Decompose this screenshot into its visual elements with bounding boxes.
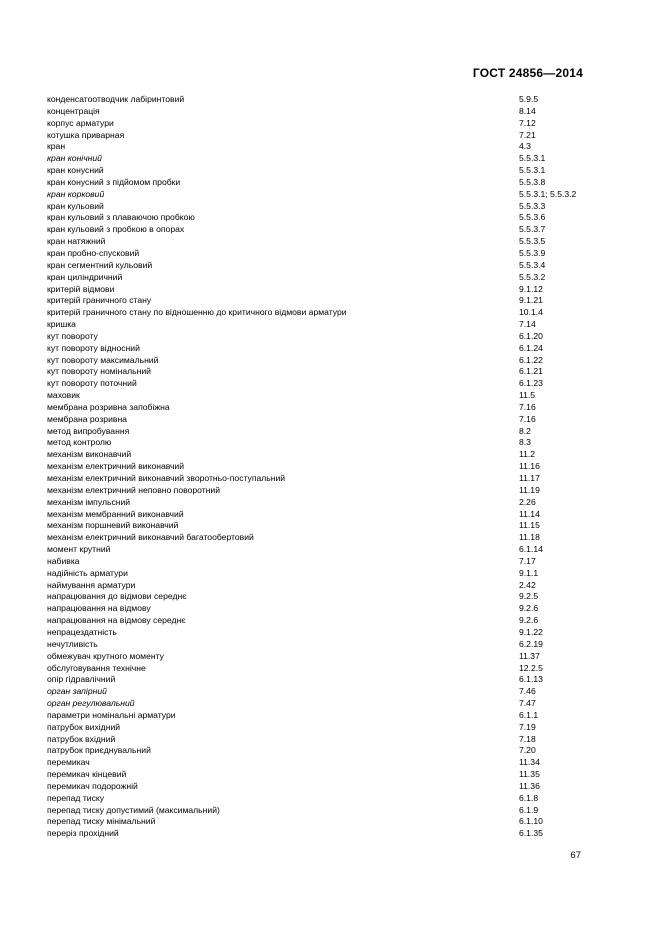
index-term: кут повороту номінальний bbox=[47, 366, 151, 377]
index-entry bbox=[47, 722, 607, 734]
index-reference: 9.2.6 bbox=[519, 615, 539, 626]
index-entry bbox=[47, 236, 607, 248]
index-entry bbox=[47, 544, 607, 556]
index-term: кран корковий bbox=[47, 188, 105, 199]
index-entry bbox=[47, 816, 607, 828]
index-entry bbox=[47, 485, 607, 497]
index-reference: 6.1.10 bbox=[519, 816, 543, 827]
index-reference: 11.37 bbox=[519, 650, 540, 661]
index-entry bbox=[47, 437, 607, 449]
index-reference: 11.2 bbox=[519, 449, 536, 460]
index-term: напрацювання на відмову bbox=[47, 603, 151, 614]
index-term: механізм електричний виконавчий багатообертовий bbox=[47, 532, 254, 543]
index-term: мембрана розривна bbox=[47, 413, 127, 424]
standard-header: ГОСТ 24856—2014 bbox=[472, 66, 583, 80]
index-entry bbox=[47, 390, 607, 402]
index-entry bbox=[47, 745, 607, 757]
index-term: критерій граничного стану bbox=[47, 295, 152, 306]
index-entry bbox=[47, 331, 607, 343]
index-reference: 5.9.5 bbox=[519, 94, 539, 104]
index-term: механізм мембранний виконавчий bbox=[47, 508, 184, 519]
index-entry bbox=[47, 639, 607, 651]
term-index-list bbox=[47, 94, 607, 840]
index-entry bbox=[47, 473, 607, 485]
index-reference: 11.5 bbox=[519, 390, 536, 401]
index-entry bbox=[47, 663, 607, 675]
index-term: кран конусний з підйомом пробки bbox=[47, 176, 181, 187]
index-term: кут повороту відносний bbox=[47, 342, 140, 353]
index-reference: 11.15 bbox=[519, 520, 540, 531]
index-entry bbox=[47, 130, 607, 142]
index-term: перепад тиску допустимий (максимальний) bbox=[47, 804, 220, 815]
index-entry bbox=[47, 224, 607, 236]
index-term: непрацездатність bbox=[47, 626, 117, 637]
index-reference: 5.5.3.1 bbox=[519, 153, 546, 164]
index-term: мембрана розривна запобіжна bbox=[47, 401, 170, 412]
index-reference: 6.1.21 bbox=[519, 366, 543, 377]
index-term: кут повороту максимальний bbox=[47, 354, 159, 365]
index-reference: 5.5.3.7 bbox=[519, 224, 546, 235]
index-entry bbox=[47, 603, 607, 615]
index-term: кришка bbox=[47, 319, 76, 330]
index-reference: 5.5.3.3 bbox=[519, 200, 546, 211]
index-reference: 9.1.22 bbox=[519, 626, 543, 637]
index-term: перепад тиску мінімальний bbox=[47, 816, 156, 827]
index-entry bbox=[47, 532, 607, 544]
index-term: перемикач bbox=[47, 757, 90, 768]
index-term: кран кульовий bbox=[47, 200, 104, 211]
index-term: кран кульовий з пробкою в опорах bbox=[47, 224, 185, 235]
index-term: обслуговування технічне bbox=[47, 662, 146, 673]
index-term: кран сегментний кульовий bbox=[47, 259, 153, 270]
index-entry bbox=[47, 497, 607, 509]
index-term: обмежувач крутного моменту bbox=[47, 650, 164, 661]
index-entry bbox=[47, 627, 607, 639]
index-reference: 8.2 bbox=[519, 425, 531, 436]
index-reference: 7.20 bbox=[519, 745, 536, 756]
index-term: кран пробно-спусковий bbox=[47, 247, 140, 258]
index-reference: 9.2.5 bbox=[519, 591, 539, 602]
index-entry bbox=[47, 568, 607, 580]
index-reference: 7.46 bbox=[519, 686, 536, 697]
index-term: механізм електричний виконавчий bbox=[47, 461, 185, 472]
index-term: перемикач кінцевий bbox=[47, 769, 127, 780]
index-entry bbox=[47, 378, 607, 390]
index-reference: 6.1.14 bbox=[519, 544, 543, 555]
index-reference: 11.16 bbox=[519, 461, 540, 472]
index-entry bbox=[47, 686, 607, 698]
index-entry bbox=[47, 295, 607, 307]
index-reference: 5.5.3.9 bbox=[519, 247, 546, 258]
index-reference: 11.35 bbox=[519, 769, 540, 780]
index-entry bbox=[47, 366, 607, 378]
index-entry bbox=[47, 674, 607, 686]
index-term: механізм поршневий виконавчий bbox=[47, 520, 179, 531]
index-reference: 6.1.9 bbox=[519, 804, 539, 815]
index-reference: 6.1.22 bbox=[519, 354, 543, 365]
index-reference: 11.36 bbox=[519, 780, 540, 791]
index-term: момент крутний bbox=[47, 544, 111, 555]
index-term: концентрація bbox=[47, 105, 100, 116]
index-term: конденсатоотводчик лабіринтовий bbox=[47, 94, 185, 104]
index-entry bbox=[47, 414, 607, 426]
index-term: кран конусний bbox=[47, 165, 104, 176]
index-entry bbox=[47, 426, 607, 438]
index-entry bbox=[47, 710, 607, 722]
index-entry bbox=[47, 734, 607, 746]
index-entry bbox=[47, 141, 607, 153]
index-entry bbox=[47, 355, 607, 367]
index-term: набивка bbox=[47, 555, 80, 566]
index-entry bbox=[47, 781, 607, 793]
index-reference: 7.16 bbox=[519, 401, 536, 412]
index-entry bbox=[47, 402, 607, 414]
index-term: механізм електричний виконавчий зворотньо-поступальний bbox=[47, 473, 286, 483]
index-term: метод контролю bbox=[47, 437, 112, 448]
index-entry bbox=[47, 272, 607, 284]
index-term: опір гідравлічний bbox=[47, 674, 116, 685]
index-entry bbox=[47, 260, 607, 272]
index-reference: 9.1.1 bbox=[519, 567, 539, 578]
index-term: кран конічний bbox=[47, 153, 102, 164]
index-entry bbox=[47, 509, 607, 521]
index-term: нечутливість bbox=[47, 638, 98, 649]
index-reference: 5.5.3.1; 5.5.3.2 bbox=[519, 188, 577, 199]
index-reference: 6.1.35 bbox=[519, 828, 543, 839]
index-reference: 5.5.3.2 bbox=[519, 271, 546, 282]
index-entry bbox=[47, 449, 607, 461]
index-reference: 7.17 bbox=[519, 555, 536, 566]
index-term: орган запірний bbox=[47, 686, 107, 697]
index-reference: 5.5.3.4 bbox=[519, 259, 546, 270]
index-term: кут повороту поточний bbox=[47, 378, 137, 389]
index-reference: 11.19 bbox=[519, 484, 540, 495]
index-entry bbox=[47, 615, 607, 627]
index-reference: 7.47 bbox=[519, 698, 536, 709]
index-entry bbox=[47, 284, 607, 296]
index-entry bbox=[47, 793, 607, 805]
index-term: механізм імпульсний bbox=[47, 496, 131, 507]
index-reference: 6.1.8 bbox=[519, 792, 539, 803]
index-reference: 6.1.23 bbox=[519, 378, 543, 389]
index-term: котушка приварная bbox=[47, 129, 125, 140]
index-entry bbox=[47, 651, 607, 663]
index-term: критерій граничного стану по відношенню до критичного відмови арматури bbox=[47, 307, 347, 318]
index-reference: 7.16 bbox=[519, 413, 536, 424]
index-term: маховик bbox=[47, 390, 80, 401]
index-term: переріз прохідний bbox=[47, 828, 119, 839]
index-entry bbox=[47, 828, 607, 840]
index-reference: 7.21 bbox=[519, 129, 536, 140]
index-term: патрубок вихідний bbox=[47, 721, 121, 732]
index-entry bbox=[47, 307, 607, 319]
index-entry bbox=[47, 94, 607, 106]
index-entry bbox=[47, 165, 607, 177]
index-term: наймування арматури bbox=[47, 579, 136, 590]
index-reference: 6.1.1 bbox=[519, 709, 539, 720]
index-reference: 5.5.3.6 bbox=[519, 212, 546, 223]
index-reference: 2.42 bbox=[519, 579, 536, 590]
index-entry bbox=[47, 757, 607, 769]
index-entry bbox=[47, 248, 607, 260]
index-term: перемикач подорожній bbox=[47, 780, 138, 791]
index-term: параметри номінальні арматури bbox=[47, 709, 176, 720]
index-entry bbox=[47, 189, 607, 201]
page-number: 67 bbox=[570, 850, 581, 861]
index-reference: 2.26 bbox=[519, 496, 536, 507]
index-reference: 9.2.6 bbox=[519, 603, 539, 614]
index-reference: 12.2.5 bbox=[519, 662, 543, 673]
index-entry bbox=[47, 153, 607, 165]
index-reference: 7.18 bbox=[519, 733, 536, 744]
index-reference: 6.1.20 bbox=[519, 330, 543, 341]
index-entry bbox=[47, 556, 607, 568]
index-entry bbox=[47, 461, 607, 473]
index-term: напрацювання до відмови середнє bbox=[47, 591, 187, 602]
index-entry bbox=[47, 201, 607, 213]
index-term: орган регулювальний bbox=[47, 698, 135, 709]
index-term: перепад тиску bbox=[47, 792, 105, 803]
index-reference: 9.1.21 bbox=[519, 295, 543, 306]
index-reference: 5.5.3.5 bbox=[519, 236, 546, 247]
index-entry bbox=[47, 212, 607, 224]
index-reference: 5.5.3.1 bbox=[519, 165, 546, 176]
index-term: кран bbox=[47, 141, 66, 152]
index-reference: 5.5.3.8 bbox=[519, 176, 546, 187]
index-term: патрубок приєднувальний bbox=[47, 745, 151, 756]
index-entry bbox=[47, 343, 607, 355]
index-entry bbox=[47, 118, 607, 130]
index-reference: 8.3 bbox=[519, 437, 531, 448]
index-term: механізм виконавчий bbox=[47, 449, 132, 460]
index-term: кран кульовий з плаваючою пробкою bbox=[47, 212, 195, 223]
index-reference: 11.34 bbox=[519, 757, 540, 768]
index-reference: 7.19 bbox=[519, 721, 536, 732]
index-term: критерій відмови bbox=[47, 283, 115, 294]
index-reference: 6.2.19 bbox=[519, 638, 543, 649]
index-entry bbox=[47, 520, 607, 532]
index-term: кран циліндричний bbox=[47, 271, 123, 282]
index-reference: 6.1.24 bbox=[519, 342, 543, 353]
index-reference: 11.17 bbox=[519, 473, 540, 483]
index-entry bbox=[47, 319, 607, 331]
index-entry bbox=[47, 106, 607, 118]
index-reference: 4.3 bbox=[519, 141, 531, 152]
index-term: корпус арматури bbox=[47, 117, 114, 128]
index-reference: 11.18 bbox=[519, 532, 540, 543]
index-term: патрубок вхідний bbox=[47, 733, 116, 744]
index-entry bbox=[47, 698, 607, 710]
index-entry bbox=[47, 769, 607, 781]
index-reference: 7.14 bbox=[519, 319, 536, 330]
index-term: кран натяжний bbox=[47, 236, 106, 247]
index-reference: 6.1.13 bbox=[519, 674, 543, 685]
index-reference: 9.1.12 bbox=[519, 283, 543, 294]
index-term: надійність арматури bbox=[47, 567, 128, 578]
index-entry bbox=[47, 805, 607, 817]
index-entry bbox=[47, 177, 607, 189]
index-entry bbox=[47, 580, 607, 592]
index-entry bbox=[47, 591, 607, 603]
index-term: механізм електричний неповно поворотний bbox=[47, 484, 221, 495]
index-reference: 10.1.4 bbox=[519, 307, 543, 318]
index-term: напрацювання на відмову середнє bbox=[47, 615, 186, 626]
index-term: метод випробування bbox=[47, 425, 130, 436]
index-reference: 11.14 bbox=[519, 508, 540, 519]
index-reference: 7.12 bbox=[519, 117, 536, 128]
index-term: кут повороту bbox=[47, 330, 98, 341]
index-reference: 8.14 bbox=[519, 105, 536, 116]
